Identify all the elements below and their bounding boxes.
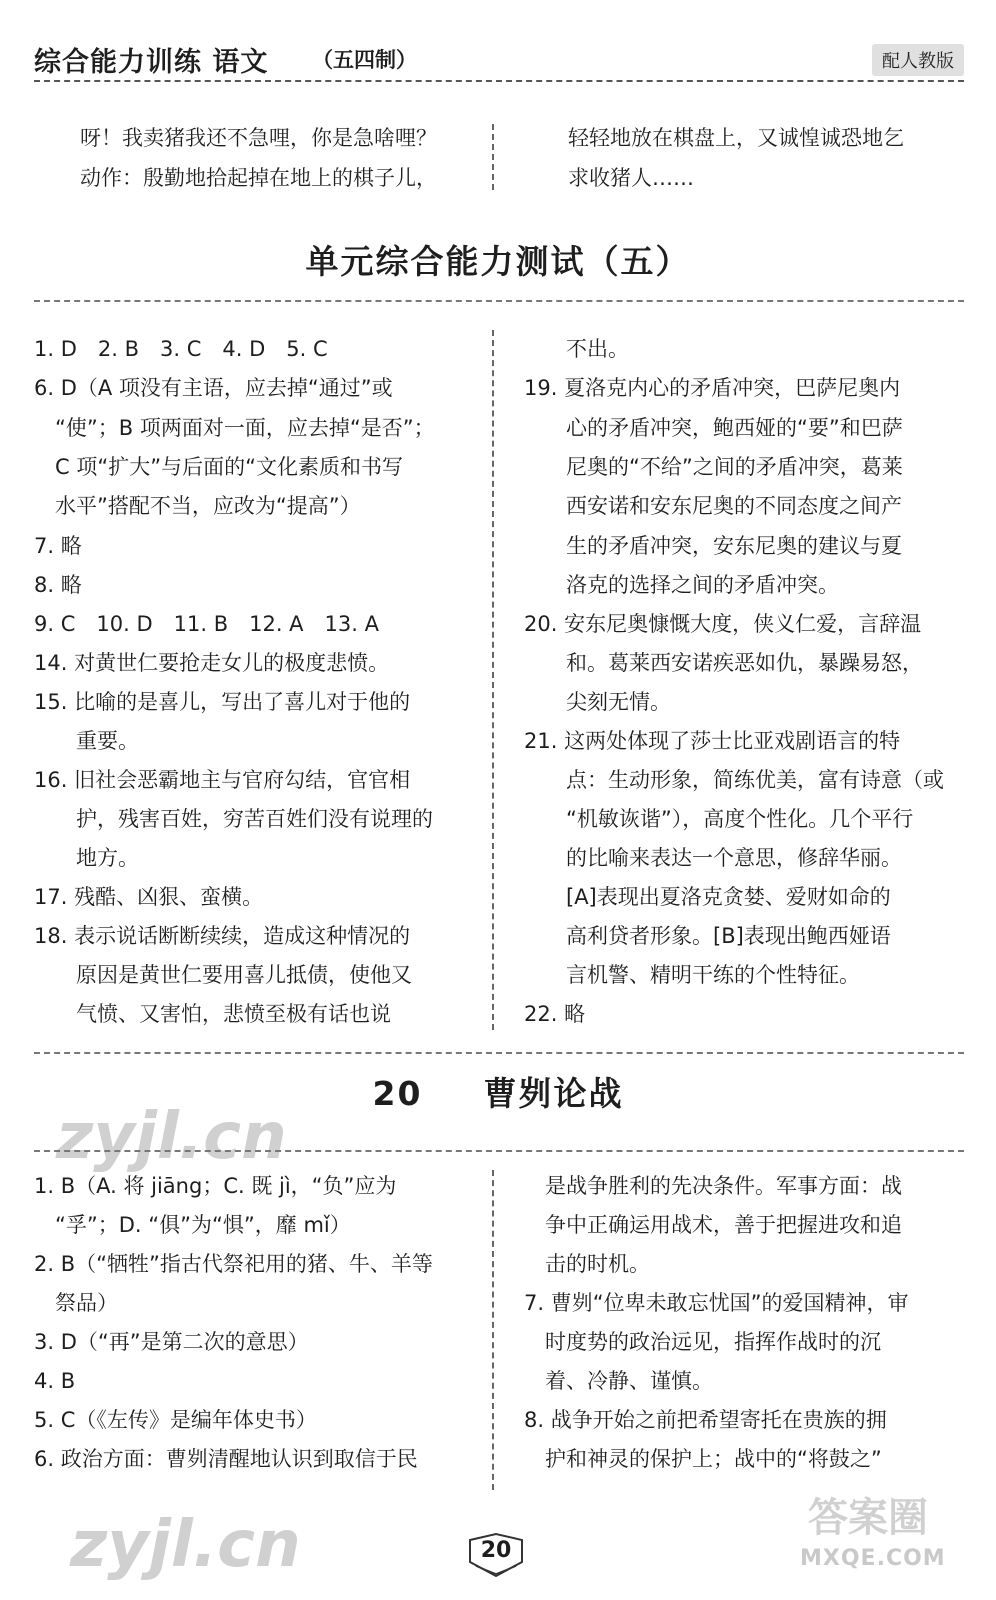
answer-line: 不出。	[524, 337, 629, 361]
answer-line: 20. 安东尼奥慷慨大度，侠义仁爱，言辞温	[524, 612, 922, 636]
section-divider	[34, 1150, 964, 1152]
answer-line: [A]表现出夏洛克贪婪、爱财如命的	[524, 885, 891, 909]
edition-badge: 配人教版	[872, 44, 964, 76]
page-number-text: 20	[480, 1538, 512, 1563]
answer-line: 是战争胜利的先决条件。军事方面：战	[524, 1174, 902, 1198]
watermark-text: zyjl.cn	[70, 1508, 301, 1582]
answer-line: C 项“扩大”与后面的“文化素质和书写	[34, 455, 403, 479]
top-left-line: 呀！我卖猪我还不急哩，你是急啥哩？	[80, 126, 437, 150]
column-divider	[492, 330, 494, 1030]
answer-line: 尖刻无情。	[524, 690, 671, 714]
answer-line: 水平”搭配不当，应改为“提高”）	[34, 494, 361, 518]
answer-line: 祭品）	[34, 1291, 118, 1315]
column-divider	[492, 1170, 494, 1490]
answer-line: 17. 残酷、凶狠、蛮横。	[34, 885, 264, 909]
answer-line: 1. D 2. B 3. C 4. D 5. C	[34, 337, 328, 361]
page-number	[466, 1532, 526, 1578]
answer-line: 着、冷静、谨慎。	[524, 1369, 713, 1393]
answer-line: 击的时机。	[524, 1252, 650, 1276]
answer-line: 尼奥的“不给”之间的矛盾冲突，葛莱	[524, 455, 903, 479]
answer-line: 洛克的选择之间的矛盾冲突。	[524, 573, 839, 597]
answer-line: 重要。	[34, 729, 139, 753]
answer-line: 点：生动形象，简练优美，富有诗意（或	[524, 768, 944, 792]
watermark-url: MXQE.COM	[800, 1546, 946, 1571]
answer-line: 14. 对黄世仁要抢走女儿的极度悲愤。	[34, 651, 390, 675]
answer-line: 3. D（“再”是第二次的意思）	[34, 1330, 309, 1354]
answer-line: 9. C 10. D 11. B 12. A 13. A	[34, 612, 379, 636]
top-right-line: 求收猪人……	[568, 166, 694, 190]
answer-line: 18. 表示说话断断续续，造成这种情况的	[34, 924, 411, 948]
answer-line: 西安诺和安东尼奥的不同态度之间产	[524, 494, 902, 518]
answer-line: 争中正确运用战术，善于把握进攻和追	[524, 1213, 902, 1237]
answer-line: 高利贷者形象。[B]表现出鲍西娅语	[524, 924, 891, 948]
watermark-text: zyjl.cn	[56, 1100, 287, 1174]
section-title-unit-test: 单元综合能力测试（五）	[305, 242, 691, 281]
answer-line: 护，残害百姓，穷苦百姓们没有说理的	[34, 807, 433, 831]
section-divider	[34, 1052, 964, 1054]
answer-line: “机敏诙谐”），高度个性化。几个平行	[524, 807, 914, 831]
header-subtitle: （五四制）	[312, 48, 417, 72]
answer-line: 6. 政治方面：曹刿清醒地认识到取信于民	[34, 1447, 418, 1471]
answer-line: 地方。	[34, 846, 139, 870]
watermark-logo: 答案圈	[808, 1495, 928, 1541]
column-divider	[492, 124, 494, 190]
answer-line: “使”；B 项两面对一面，应去掉“是否”；	[34, 416, 435, 440]
answer-line: 2. B（“牺牲”指古代祭祀用的猪、牛、羊等	[34, 1252, 433, 1276]
answer-line: 7. 曹刿“位卑未敢忘忧国”的爱国精神，审	[524, 1291, 909, 1315]
header-divider	[34, 80, 964, 82]
answer-line: “孚”；D. “俱”为“惧”，靡 mǐ）	[34, 1213, 351, 1237]
answer-line: 15. 比喻的是喜儿，写出了喜儿对于他的	[34, 690, 411, 714]
answer-line: 7. 略	[34, 534, 82, 558]
answer-line: 21. 这两处体现了莎士比亚戏剧语言的特	[524, 729, 901, 753]
answer-line: 的比喻来表达一个意思，修辞华丽。	[524, 846, 902, 870]
header-title: 综合能力训练 语文	[34, 47, 269, 78]
answer-line: 6. D（A 项没有主语，应去掉“通过”或	[34, 376, 393, 400]
section-divider	[34, 300, 964, 302]
answer-line: 言机警、精明干练的个性特征。	[524, 963, 860, 987]
answer-line: 心的矛盾冲突，鲍西娅的“要”和巴萨	[524, 416, 903, 440]
answer-line: 4. B	[34, 1369, 76, 1393]
answer-line: 1. B（A. 将 jiāng；C. 既 jì，“负”应为	[34, 1174, 397, 1198]
top-right-line: 轻轻地放在棋盘上，又诚惶诚恐地乞	[568, 126, 904, 150]
top-left-line: 动作：殷勤地拾起掉在地上的棋子儿，	[80, 166, 437, 190]
lesson-number: 20	[372, 1074, 423, 1113]
answer-line: 和。葛莱西安诺疾恶如仇，暴躁易怒，	[524, 651, 923, 675]
lesson-title: 曹刿论战	[483, 1074, 624, 1113]
answer-line: 生的矛盾冲突，安东尼奥的建议与夏	[524, 534, 902, 558]
page-header	[34, 40, 964, 78]
answer-line: 22. 略	[524, 1002, 586, 1026]
answer-line: 护和神灵的保护上；战中的“将鼓之”	[524, 1447, 882, 1471]
answer-line: 8. 战争开始之前把希望寄托在贵族的拥	[524, 1408, 887, 1432]
answer-line: 19. 夏洛克内心的矛盾冲突，巴萨尼奥内	[524, 376, 901, 400]
answer-line: 原因是黄世仁要用喜儿抵债，使他又	[34, 963, 412, 987]
answer-line: 16. 旧社会恶霸地主与官府勾结，官官相	[34, 768, 411, 792]
answer-line: 8. 略	[34, 573, 82, 597]
answer-line: 气愤、又害怕，悲愤至极有话也说	[34, 1002, 391, 1026]
answer-line: 时度势的政治远见，指挥作战时的沉	[524, 1330, 881, 1354]
answer-line: 5. C（《左传》是编年体史书）	[34, 1408, 317, 1432]
